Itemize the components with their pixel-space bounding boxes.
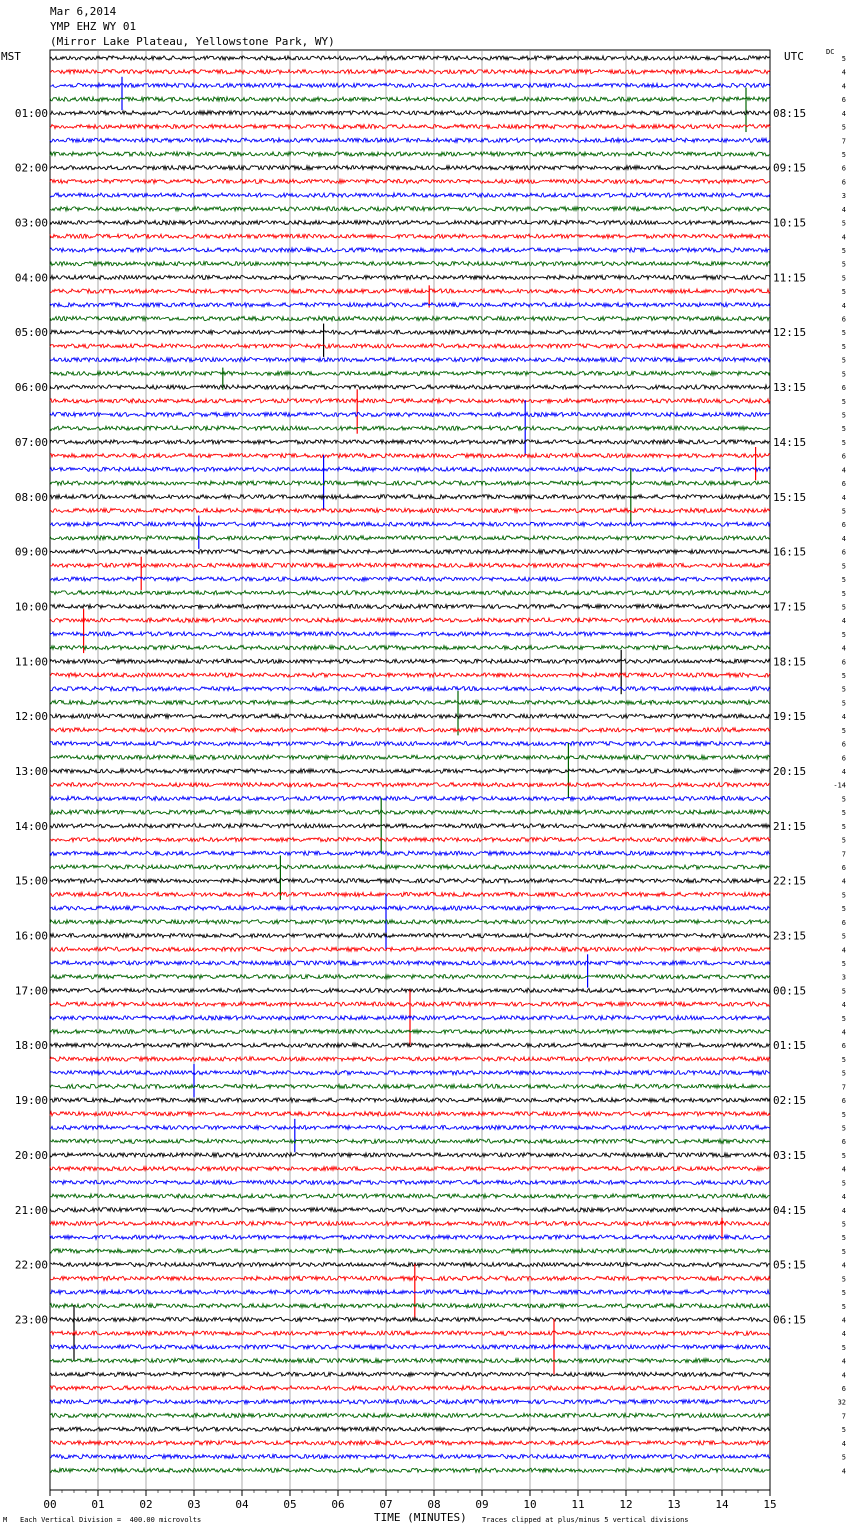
left-timezone-label: MST — [1, 50, 21, 63]
dc-offset-value: 5 — [841, 1055, 846, 1064]
dc-offset-value: 5 — [841, 822, 846, 831]
seismic-trace — [50, 495, 770, 499]
dc-offset-value: 4 — [841, 1261, 846, 1270]
dc-offset-value: 6 — [841, 754, 846, 763]
dc-offset-value: 6 — [841, 480, 846, 489]
dc-offset-value: 5 — [841, 397, 846, 406]
left-hour-label: 06:00 — [14, 381, 48, 395]
seismic-trace — [50, 124, 770, 128]
dc-offset-value: 6 — [841, 1042, 846, 1051]
seismic-trace — [50, 728, 770, 732]
left-hour-label: 17:00 — [14, 984, 48, 998]
seismic-trace — [50, 536, 770, 540]
seismic-trace — [50, 879, 770, 883]
dc-offset-value: 5 — [841, 260, 846, 269]
dc-offset-value: 3 — [841, 973, 846, 982]
dc-offset-value: 32 — [837, 1398, 846, 1407]
dc-offset-value: 4 — [841, 68, 846, 77]
dc-offset-value: 5 — [841, 246, 846, 255]
seismic-trace — [50, 851, 770, 855]
seismic-trace — [50, 1317, 770, 1321]
seismic-trace — [50, 1194, 770, 1198]
dc-offset-value: 4 — [841, 82, 846, 91]
seismic-trace — [50, 220, 770, 224]
dc-offset-value: 3 — [841, 192, 846, 201]
x-tick-label: 04 — [235, 1498, 249, 1511]
seismic-trace — [50, 440, 770, 444]
dc-offset-value: 6 — [841, 178, 846, 187]
seismic-trace — [50, 97, 770, 101]
dc-offset-value: 5 — [841, 1014, 846, 1023]
dc-offset-value: 5 — [841, 1289, 846, 1298]
seismic-trace — [50, 1413, 770, 1417]
dc-offset-value: 6 — [841, 1385, 846, 1394]
dc-offset-value: 6 — [841, 164, 846, 173]
dc-offset-value: 5 — [841, 699, 846, 708]
seismic-trace — [50, 454, 770, 458]
seismic-trace — [50, 289, 770, 293]
seismic-trace — [50, 152, 770, 156]
seismic-trace — [50, 522, 770, 526]
seismic-trace — [50, 111, 770, 115]
seismic-trace — [50, 371, 770, 375]
dc-offset-value: 5 — [841, 356, 846, 365]
dc-offset-value: 4 — [841, 713, 846, 722]
right-hour-label: 01:15 — [773, 1039, 807, 1053]
dc-offset-value: 4 — [841, 301, 846, 310]
dc-offset-value: 5 — [841, 603, 846, 612]
seismic-trace — [50, 1263, 770, 1267]
seismic-trace — [50, 810, 770, 814]
x-tick-label: 08 — [427, 1498, 441, 1511]
right-hour-label: 10:15 — [773, 216, 807, 230]
seismic-trace — [50, 1153, 770, 1157]
x-tick-label: 00 — [43, 1498, 57, 1511]
dc-offset-value: 5 — [841, 1220, 846, 1229]
dc-offset-value: 6 — [841, 740, 846, 749]
seismic-trace — [50, 824, 770, 828]
dc-offset-value: 6 — [841, 548, 846, 557]
left-hour-label: 23:00 — [14, 1313, 48, 1327]
seismic-trace — [50, 755, 770, 759]
station-name: YMP EHZ WY 01 — [50, 20, 137, 33]
seismic-trace — [50, 412, 770, 416]
dc-offset-value: 5 — [841, 1426, 846, 1435]
dc-offset-value: 5 — [841, 1234, 846, 1243]
dc-offset-value: 5 — [841, 219, 846, 228]
dc-offset-value: 4 — [841, 617, 846, 626]
seismic-trace — [50, 961, 770, 965]
dc-offset-value: 7 — [841, 1412, 846, 1421]
seismic-trace — [50, 1427, 770, 1431]
right-hour-label: 17:15 — [773, 600, 807, 614]
x-tick-label: 03 — [187, 1498, 201, 1511]
dc-offset-value: 5 — [841, 123, 846, 132]
dc-offset-value: 5 — [841, 672, 846, 681]
seismic-trace — [50, 1139, 770, 1143]
seismic-trace — [50, 783, 770, 787]
right-hour-label: 08:15 — [773, 106, 807, 120]
dc-offset-value: 6 — [841, 1097, 846, 1106]
dc-offset-value: 5 — [841, 959, 846, 968]
x-axis-title: TIME (MINUTES) — [374, 1511, 467, 1524]
dc-offset-value: 4 — [841, 1439, 846, 1448]
dc-offset-value: 5 — [841, 329, 846, 338]
x-tick-label: 07 — [379, 1498, 393, 1511]
dc-offset-value: 4 — [841, 1357, 846, 1366]
dc-offset-header: DC — [826, 48, 835, 56]
dc-offset-value: 6 — [841, 918, 846, 927]
seismic-trace — [50, 358, 770, 362]
x-tick-label: 14 — [715, 1498, 729, 1511]
seismic-trace — [50, 1400, 770, 1404]
right-hour-label: 16:15 — [773, 545, 807, 559]
seismic-trace — [50, 1359, 770, 1363]
seismic-trace — [50, 1125, 770, 1129]
dc-offset-value: 4 — [841, 768, 846, 776]
seismic-trace — [50, 1180, 770, 1184]
dc-offset-value: 5 — [841, 274, 846, 283]
clip-note: Traces clipped at plus/minus 5 vertical divisions — [482, 1516, 689, 1524]
seismic-trace — [50, 741, 770, 745]
seismic-trace — [50, 618, 770, 622]
seismic-trace — [50, 193, 770, 197]
right-hour-label: 21:15 — [773, 819, 807, 833]
seismic-trace — [50, 947, 770, 951]
seismic-trace — [50, 303, 770, 307]
seismic-trace — [50, 975, 770, 979]
dc-offset-value: -14 — [833, 781, 846, 790]
dc-offset-value: 5 — [841, 685, 846, 694]
seismic-trace — [50, 426, 770, 430]
seismic-trace — [50, 687, 770, 691]
right-hour-label: 23:15 — [773, 929, 807, 943]
seismic-trace — [50, 837, 770, 841]
seismic-trace — [50, 1304, 770, 1308]
seismic-trace — [50, 1454, 770, 1458]
x-tick-label: 12 — [619, 1498, 633, 1511]
left-hour-label: 13:00 — [14, 765, 48, 778]
dc-offset-value: 5 — [841, 576, 846, 585]
dc-offset-value: 5 — [841, 370, 846, 379]
seismic-trace — [50, 865, 770, 869]
dc-offset-value: 5 — [841, 438, 846, 447]
seismic-trace — [50, 646, 770, 650]
dc-offset-value: 5 — [841, 55, 846, 63]
right-hour-label: 18:15 — [773, 655, 807, 669]
seismic-trace — [50, 275, 770, 279]
dc-offset-value: 4 — [841, 493, 846, 502]
dc-offset-value: 4 — [841, 1330, 846, 1339]
left-hour-label: 21:00 — [14, 1203, 48, 1217]
seismic-trace — [50, 166, 770, 170]
dc-offset-value: 6 — [841, 521, 846, 530]
seismic-trace — [50, 604, 770, 608]
left-hour-label: 11:00 — [14, 655, 48, 669]
left-hour-label: 04:00 — [14, 271, 48, 285]
seismic-trace — [50, 1468, 770, 1472]
left-hour-label: 12:00 — [14, 710, 48, 724]
seismic-trace — [50, 207, 770, 211]
dc-offset-value: 5 — [841, 1110, 846, 1119]
seismic-trace — [50, 563, 770, 567]
seismic-trace — [50, 1071, 770, 1075]
dc-offset-value: 5 — [841, 1069, 846, 1078]
seismic-trace — [50, 1098, 770, 1102]
right-hour-label: 22:15 — [773, 874, 807, 888]
seismic-trace — [50, 316, 770, 320]
seismic-trace — [50, 508, 770, 512]
left-hour-label: 18:00 — [14, 1039, 48, 1053]
dc-offset-value: 5 — [841, 411, 846, 420]
seismic-trace — [50, 1331, 770, 1335]
seismic-trace — [50, 1441, 770, 1445]
right-hour-label: 12:15 — [773, 326, 807, 340]
right-hour-label: 02:15 — [773, 1094, 807, 1108]
seismic-trace — [50, 1112, 770, 1116]
left-hour-label: 20:00 — [14, 1148, 48, 1162]
dc-offset-value: 7 — [841, 1083, 846, 1092]
dc-offset-value: 4 — [841, 1165, 846, 1174]
seismic-trace — [50, 467, 770, 471]
seismic-trace — [50, 1249, 770, 1253]
seismic-trace — [50, 83, 770, 87]
dc-offset-value: 5 — [841, 891, 846, 900]
seismic-trace — [50, 344, 770, 348]
right-hour-label: 14:15 — [773, 435, 807, 449]
dc-offset-value: 6 — [841, 96, 846, 105]
seismic-trace — [50, 481, 770, 485]
dc-offset-value: 5 — [841, 1275, 846, 1284]
dc-offset-value: 5 — [841, 1453, 846, 1462]
left-hour-label: 01:00 — [14, 106, 48, 120]
seismic-trace — [50, 1084, 770, 1088]
dc-offset-value: 7 — [841, 137, 846, 146]
dc-offset-value: 5 — [841, 726, 846, 735]
seismic-trace — [50, 1290, 770, 1294]
dc-offset-value: 5 — [841, 932, 846, 941]
x-tick-label: 01 — [91, 1498, 105, 1511]
seismic-trace — [50, 1167, 770, 1171]
seismic-trace — [50, 1386, 770, 1390]
seismic-trace — [50, 1208, 770, 1212]
dc-offset-value: 4 — [841, 1193, 846, 1202]
seismic-trace — [50, 632, 770, 636]
seismic-trace — [50, 385, 770, 389]
dc-offset-value: 5 — [841, 562, 846, 571]
x-tick-label: 02 — [139, 1498, 153, 1511]
dc-offset-value: 6 — [841, 863, 846, 872]
dc-offset-value: 5 — [841, 425, 846, 434]
dc-offset-value: 5 — [841, 1124, 846, 1133]
seismic-trace — [50, 591, 770, 595]
x-tick-label: 13 — [667, 1498, 681, 1511]
dc-offset-value: 4 — [841, 466, 846, 475]
x-tick-label: 06 — [331, 1498, 345, 1511]
dc-offset-value: 4 — [841, 1206, 846, 1215]
dc-offset-value: 4 — [841, 233, 846, 242]
right-hour-label: 03:15 — [773, 1148, 807, 1162]
x-tick-label: 11 — [571, 1498, 585, 1511]
dc-offset-value: 5 — [841, 630, 846, 639]
seismic-trace — [50, 234, 770, 238]
seismic-trace — [50, 933, 770, 937]
dc-offset-value: 6 — [841, 1138, 846, 1147]
left-hour-label: 03:00 — [14, 216, 48, 230]
seismic-trace — [50, 659, 770, 663]
left-hour-label: 08:00 — [14, 490, 48, 504]
seismic-trace — [50, 330, 770, 334]
dc-offset-value: 5 — [841, 589, 846, 598]
seismic-trace — [50, 920, 770, 924]
dc-offset-value: 6 — [841, 452, 846, 461]
seismic-trace — [50, 673, 770, 677]
dc-offset-value: 7 — [841, 850, 846, 859]
dc-offset-value: 5 — [841, 1151, 846, 1160]
dc-offset-value: 4 — [841, 1467, 846, 1476]
left-hour-label: 09:00 — [14, 545, 48, 559]
seismic-trace — [50, 138, 770, 142]
right-hour-label: 19:15 — [773, 710, 807, 724]
station-location: (Mirror Lake Plateau, Yellowstone Park, WY) — [50, 35, 335, 48]
dc-offset-value: 4 — [841, 534, 846, 543]
dc-offset-value: 5 — [841, 836, 846, 845]
dc-offset-value: 5 — [841, 1247, 846, 1256]
dc-offset-value: 4 — [841, 109, 846, 118]
dc-offset-value: 4 — [841, 1001, 846, 1010]
vertical-division-note: Each Vertical Division = 400.00 microvolts — [20, 1516, 202, 1524]
seismic-trace — [50, 399, 770, 403]
dc-offset-value: 5 — [841, 150, 846, 159]
dc-offset-value: 5 — [841, 809, 846, 818]
left-hour-label: 22:00 — [14, 1258, 48, 1272]
left-hour-label: 16:00 — [14, 929, 48, 943]
dc-offset-value: 4 — [841, 1316, 846, 1325]
scale-marker: M — [3, 1516, 8, 1524]
dc-offset-value: 6 — [841, 384, 846, 393]
right-hour-label: 11:15 — [773, 271, 807, 285]
right-hour-label: 05:15 — [773, 1258, 807, 1272]
left-hour-label: 15:00 — [14, 874, 48, 888]
left-hour-label: 10:00 — [14, 600, 48, 614]
seismic-trace — [50, 906, 770, 910]
dc-offset-value: 5 — [841, 1179, 846, 1188]
seismic-trace — [50, 1372, 770, 1376]
dc-offset-value: 4 — [841, 877, 846, 886]
x-tick-label: 10 — [523, 1498, 537, 1511]
x-tick-label: 05 — [283, 1498, 297, 1511]
right-hour-label: 06:15 — [773, 1313, 807, 1327]
seismic-trace — [50, 248, 770, 252]
dc-offset-value: 5 — [841, 1302, 846, 1311]
dc-offset-value: 5 — [841, 987, 846, 996]
dc-offset-value: 5 — [841, 905, 846, 914]
dc-offset-value: 4 — [841, 644, 846, 653]
seismic-trace — [50, 892, 770, 896]
right-hour-label: 04:15 — [773, 1203, 807, 1217]
dc-offset-value: 4 — [841, 946, 846, 955]
dc-offset-value: 6 — [841, 315, 846, 324]
dc-offset-value: 4 — [841, 1028, 846, 1037]
seismic-trace — [50, 1276, 770, 1280]
seismic-trace — [50, 1221, 770, 1225]
right-hour-label: 15:15 — [773, 490, 807, 504]
left-hour-label: 19:00 — [14, 1094, 48, 1108]
dc-offset-value: 5 — [841, 507, 846, 516]
seismic-trace — [50, 769, 770, 773]
dc-offset-value: 6 — [841, 658, 846, 667]
right-hour-label: 00:15 — [773, 984, 807, 998]
seismic-trace — [50, 262, 770, 266]
seismic-trace — [50, 700, 770, 704]
right-timezone-label: UTC — [784, 50, 804, 63]
right-hour-label: 09:15 — [773, 161, 807, 175]
x-tick-label: 09 — [475, 1498, 489, 1511]
seismic-trace — [50, 1057, 770, 1061]
seismic-trace — [50, 179, 770, 183]
seismic-trace — [50, 714, 770, 718]
seismic-trace — [50, 56, 770, 60]
dc-offset-value: 5 — [841, 342, 846, 351]
right-hour-label: 13:15 — [773, 381, 807, 395]
left-hour-label: 05:00 — [14, 326, 48, 340]
dc-offset-value: 4 — [841, 205, 846, 214]
seismic-trace — [50, 70, 770, 74]
seismic-trace — [50, 1345, 770, 1349]
seismic-trace — [50, 796, 770, 800]
x-tick-label: 15 — [763, 1498, 777, 1511]
seismic-trace — [50, 1235, 770, 1239]
left-hour-label: 02:00 — [14, 161, 48, 175]
left-hour-label: 14:00 — [14, 819, 48, 833]
dc-offset-value: 5 — [841, 1343, 846, 1352]
dc-offset-value: 5 — [841, 795, 846, 804]
plot-date: Mar 6,2014 — [50, 5, 117, 18]
right-hour-label: 20:15 — [773, 765, 807, 778]
dc-offset-value: 4 — [841, 1371, 846, 1380]
seismic-trace — [50, 550, 770, 554]
dc-offset-value: 5 — [841, 288, 846, 297]
seismic-trace — [50, 577, 770, 581]
left-hour-label: 07:00 — [14, 435, 48, 449]
